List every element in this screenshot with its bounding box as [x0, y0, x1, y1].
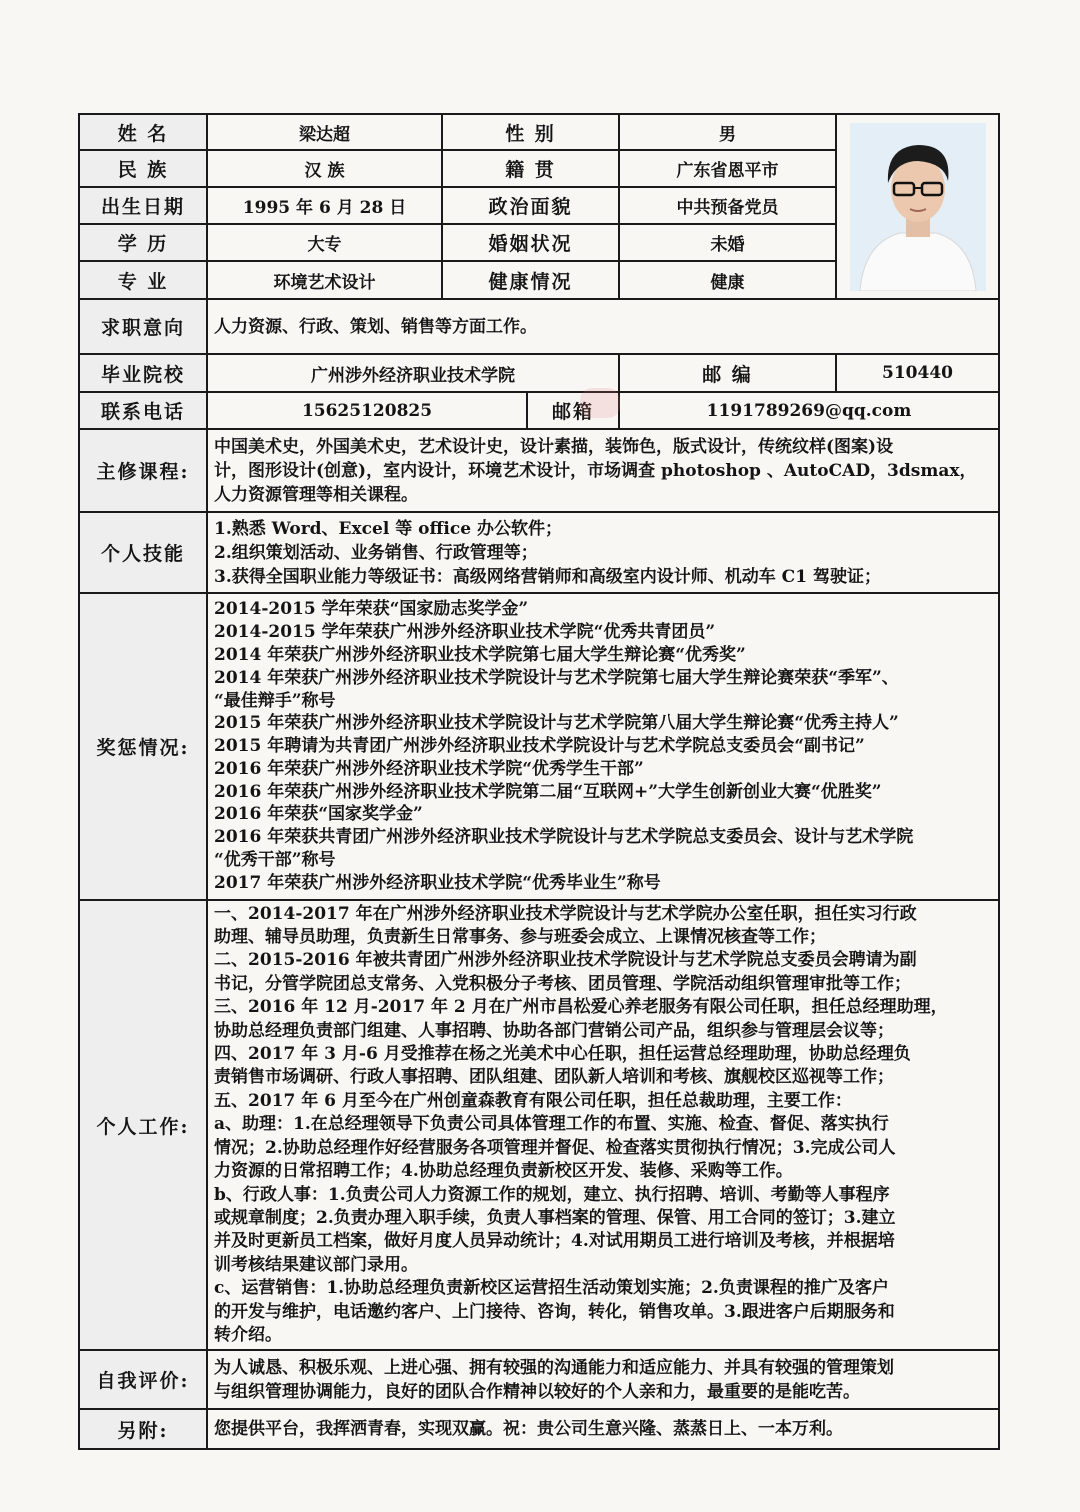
extra-label: 另附:	[79, 1409, 207, 1449]
school-value: 广州涉外经济职业技术学院	[207, 354, 619, 392]
work-line: 并及时更新员工档案，做好月度人员异动统计；4.对试用期员工进行培训及考核，并根据培	[214, 1231, 895, 1252]
health-label: 健康情况	[442, 261, 619, 299]
gender-label: 性 别	[442, 114, 619, 150]
major-label: 专 业	[79, 261, 207, 299]
work-line: 五、2017 年 6 月至今在广州创童森教育有限公司任职，担任总裁助理，主要工作：	[214, 1090, 852, 1111]
awards-line: 2016 年荣获广州涉外经济职业技术学院“优秀学生干部”	[214, 758, 644, 779]
skills-line: 2.组织策划活动、业务销售、行政管理等；	[214, 542, 538, 563]
political-label: 政治面貌	[442, 187, 619, 224]
postcode-label: 邮 编	[619, 354, 836, 392]
work-line: 或规章制度；2.负责办理入职手续，负责人事档案的管理、保管、用工合同的签订；3.建立	[214, 1207, 896, 1228]
awards-line: 2015 年聘请为共青团广州涉外经济职业技术学院设计与艺术学院总支委员会“副书记”	[214, 736, 865, 757]
awards-line: 2014-2015 学年荣获广州涉外经济职业技术学院“优秀共青团员”	[214, 622, 716, 643]
work-label: 个人工作:	[79, 900, 207, 1350]
self-eval-line: 为人诚恳、积极乐观、上进心强、拥有较强的沟通能力和适应能力、并具有较强的管理策划	[214, 1357, 894, 1378]
hometown-value: 广东省恩平市	[619, 150, 836, 187]
skills-line: 3.获得全国职业能力等级证书：高级网络营销师和高级室内设计师、机动车 C1 驾驶证；	[214, 566, 881, 587]
education-value: 大专	[207, 224, 442, 261]
ethnicity-value: 汉 族	[207, 150, 442, 187]
postcode-value: 510440	[836, 354, 999, 392]
awards-line: 2014 年荣获广州涉外经济职业技术学院第七届大学生辩论赛“优秀奖”	[214, 644, 746, 665]
skills-text	[207, 512, 999, 593]
pink-stain	[580, 388, 620, 418]
awards-line: “最佳辩手”称号	[214, 690, 336, 711]
courses-label: 主修课程:	[79, 429, 207, 512]
work-line: 助理、辅导员助理，负责新生日常事务、参与班委会成立、上课情况核查等工作；	[214, 927, 826, 948]
self-eval-text	[207, 1350, 999, 1409]
email-value: 1191789269@qq.com	[619, 392, 999, 429]
work-line: 责销售市场调研、行政人事招聘、团队组建、团队新人培训和考核、旗舰校区巡视等工作；	[214, 1067, 894, 1088]
awards-line: 2016 年荣获共青团广州涉外经济职业技术学院设计与艺术学院总支委员会、设计与艺术学院	[214, 827, 914, 848]
work-line: 书记，分管学院团总支常务、入党积极分子考核、团员管理、学院活动组织管理审批等工作；	[214, 973, 911, 994]
email-label: 邮箱	[527, 392, 619, 429]
ethnicity-label: 民 族	[79, 150, 207, 187]
marital-label: 婚姻状况	[442, 224, 619, 261]
birth-value: 1995 年 6 月 28 日	[207, 187, 442, 224]
awards-line: 2014 年荣获广州涉外经济职业技术学院设计与艺术学院第七届大学生辩论赛荣获“季军”、	[214, 667, 899, 688]
marital-value: 未婚	[619, 224, 836, 261]
intent-value: 人力资源、行政、策划、销售等方面工作。	[207, 299, 999, 354]
work-text	[207, 900, 999, 1350]
awards-line: 2017 年荣获广州涉外经济职业技术学院“优秀毕业生”称号	[214, 872, 661, 893]
name-value: 梁达超	[207, 114, 442, 150]
hometown-label: 籍 贯	[442, 150, 619, 187]
work-line: 的开发与维护，电话邀约客户、上门接待、咨询，转化，销售攻单。3.跟进客户后期服务和	[214, 1301, 895, 1322]
work-line: 训考核结果建议部门录用。	[214, 1254, 418, 1275]
awards-line: 2014-2015 学年荣获“国家励志奖学金”	[214, 599, 529, 620]
extra-value: 您提供平台，我挥洒青春，实现双赢。祝：贵公司生意兴隆、蒸蒸日上、一本万利。	[207, 1409, 999, 1449]
awards-line: “优秀干部”称号	[214, 850, 336, 871]
awards-line: 2016 年荣获“国家奖学金”	[214, 804, 423, 825]
work-line: b、行政人事：1.负责公司人力资源工作的规划，建立、执行招聘、培训、考勤等人事程序	[214, 1184, 890, 1205]
courses-line: 中国美术史，外国美术史，艺术设计史，设计素描，装饰色，版式设计，传统纹样(图案)设	[214, 436, 894, 457]
work-line: 情况；2.协助总经理作好经营服务各项管理并督促、检查落实贯彻执行情况；3.完成公司人	[214, 1137, 896, 1158]
gender-value: 男	[619, 114, 836, 150]
intent-label: 求职意向	[79, 299, 207, 354]
work-line: 三、2016 年 12 月-2017 年 2 月在广州市昌松爱心养老服务有限公司任职，担任总经理助理，	[214, 997, 948, 1018]
courses-line: 计，图形设计(创意)，室内设计，环境艺术设计，市场调查 photoshop 、AutoCAD，3dsmax，	[214, 460, 977, 481]
skills-line: 1.熟悉 Word、Excel 等 office 办公软件；	[214, 518, 562, 539]
name-label: 姓 名	[79, 114, 207, 150]
phone-value: 15625120825	[207, 392, 527, 429]
work-line: 四、2017 年 3 月-6 月受推荐在杨之光美术中心任职，担任运营总经理助理，协助总经理负	[214, 1044, 911, 1065]
courses-text	[207, 429, 999, 512]
birth-label: 出生日期	[79, 187, 207, 224]
work-line: c、运营销售：1.协助总经理负责新校区运营招生活动策划实施；2.负责课程的推广及客户	[214, 1278, 889, 1299]
resume-table	[78, 113, 1000, 1450]
work-line: 协助总经理负责部门组建、人事招聘、协助各部门营销公司产品，组织参与管理层会议等；	[214, 1020, 894, 1041]
phone-label: 联系电话	[79, 392, 207, 429]
awards-line: 2016 年荣获广州涉外经济职业技术学院第二届“互联网+”大学生创新创业大赛“优胜奖”	[214, 781, 882, 802]
education-label: 学 历	[79, 224, 207, 261]
health-value: 健康	[619, 261, 836, 299]
work-line: 二、2015-2016 年被共青团广州涉外经济职业技术学院设计与艺术学院总支委员会聘请为副	[214, 950, 917, 971]
awards-text	[207, 593, 999, 900]
school-label: 毕业院校	[79, 354, 207, 392]
political-value: 中共预备党员	[619, 187, 836, 224]
skills-label: 个人技能	[79, 512, 207, 593]
self-eval-line: 与组织管理协调能力，良好的团队合作精神以较好的个人亲和力，最重要的是能吃苦。	[214, 1381, 860, 1402]
awards-line: 2015 年荣获广州涉外经济职业技术学院设计与艺术学院第八届大学生辩论赛“优秀主持人”	[214, 713, 899, 734]
photo-cell	[836, 114, 999, 299]
work-line: 转介绍。	[214, 1324, 282, 1345]
work-line: 力资源的日常招聘工作；4.协助总经理负责新校区开发、装修、采购等工作。	[214, 1161, 793, 1182]
work-line: 一、2014-2017 年在广州涉外经济职业技术学院设计与艺术学院办公室任职，担任实习行政	[214, 903, 917, 924]
portrait-photo	[850, 123, 986, 291]
major-value: 环境艺术设计	[207, 261, 442, 299]
work-line: a、助理：1.在总经理领导下负责公司具体管理工作的布置、实施、检查、督促、落实执行	[214, 1114, 889, 1135]
awards-label: 奖惩情况:	[79, 593, 207, 900]
self-eval-label: 自我评价:	[79, 1350, 207, 1409]
courses-line: 人力资源管理等相关课程。	[214, 484, 418, 505]
